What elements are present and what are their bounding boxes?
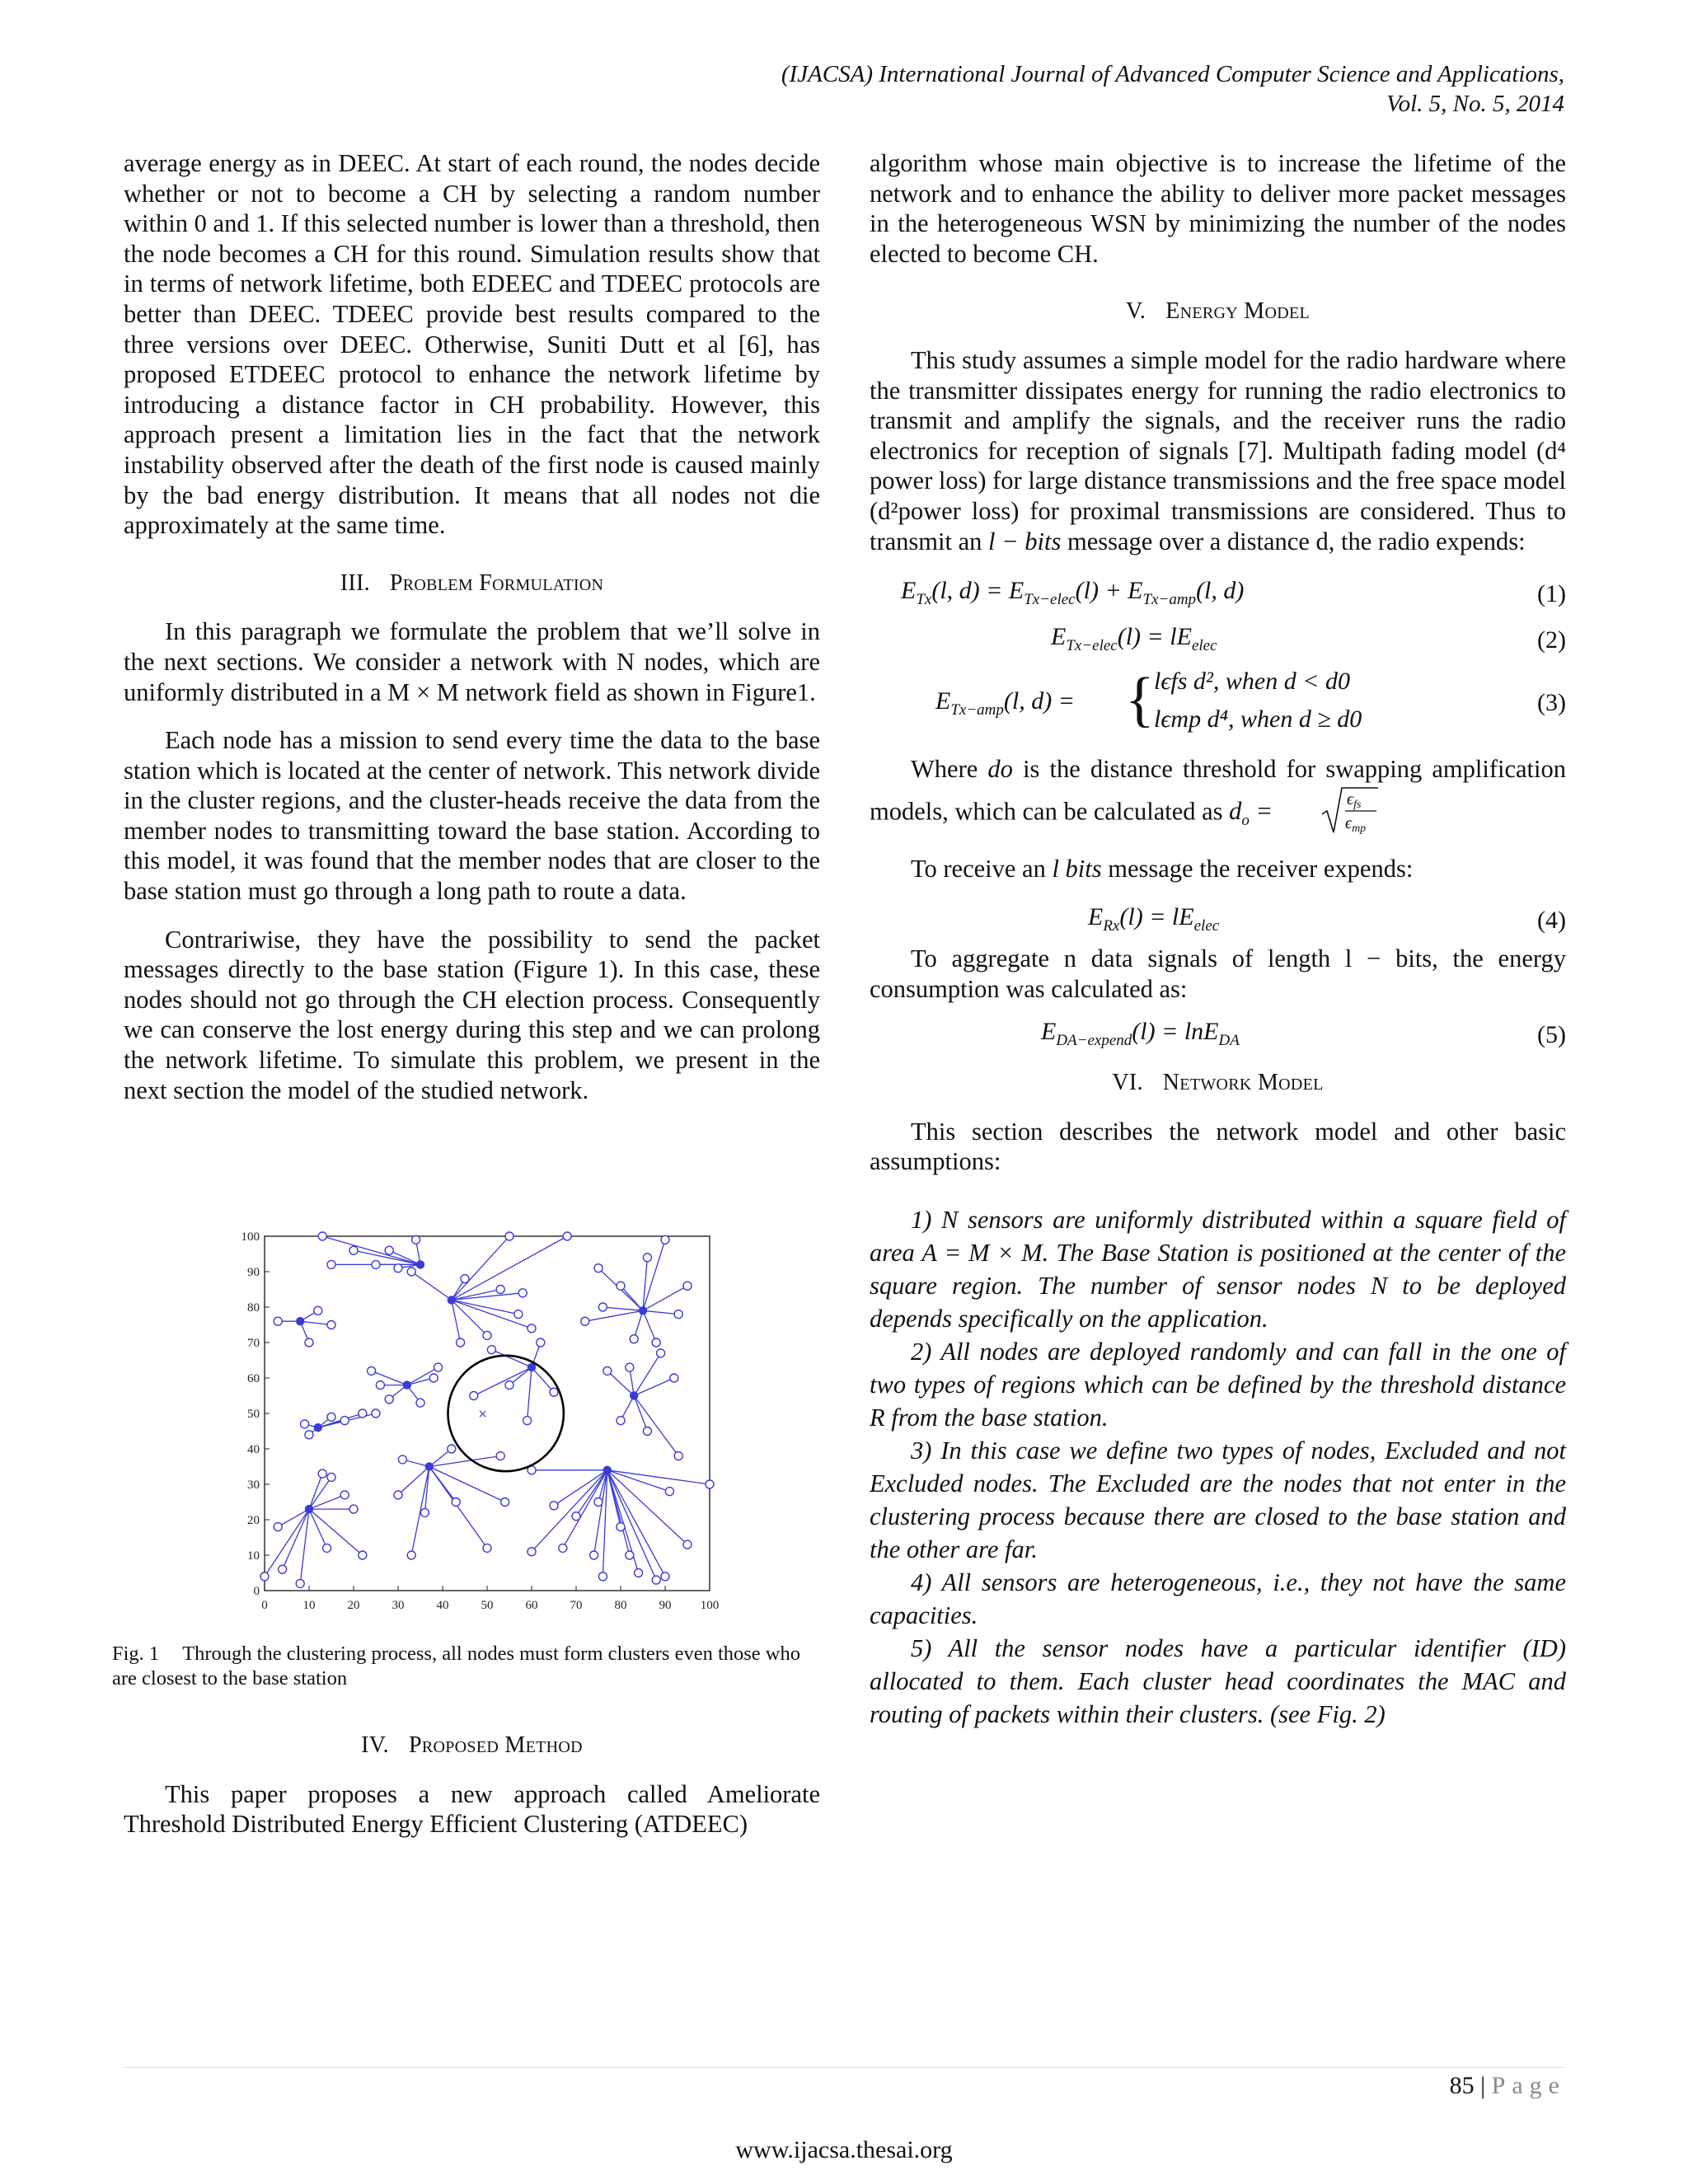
sensor-node [617, 1523, 625, 1531]
p2-d4: d⁴ [1545, 436, 1566, 465]
sensor-node [496, 1286, 504, 1294]
sensor-node [372, 1260, 380, 1268]
sensor-node [407, 1551, 415, 1559]
sensor-node [518, 1289, 527, 1297]
section-4-title: Proposed Method [408, 1732, 583, 1758]
sensor-node [305, 1431, 313, 1439]
sensor-node [598, 1303, 607, 1311]
y-tick-label: 70 [247, 1337, 260, 1350]
sensor-node [550, 1388, 558, 1396]
y-tick-label: 40 [247, 1443, 260, 1456]
cluster-link [309, 1509, 363, 1555]
sensor-node [572, 1512, 580, 1521]
sensor-node [665, 1488, 673, 1496]
footer-url: www.ijacsa.thesai.org [735, 2136, 953, 2163]
cluster-head [631, 1392, 638, 1399]
y-tick-label: 10 [247, 1549, 260, 1563]
where-label: Where [911, 755, 978, 784]
figure-1-caption-text: Through the clustering process, all nodes must form clusters even those who are closest to the base station [112, 1643, 800, 1690]
sensor-node [603, 1366, 612, 1375]
cluster-link [429, 1467, 487, 1549]
equation-3-case-1: lϵfs d², when d < d0 [1154, 668, 1350, 696]
section-5-title: Energy Model [1165, 298, 1311, 325]
cluster-head [528, 1364, 536, 1371]
section-3-title: Problem Formulation [389, 569, 604, 596]
cluster-link [634, 1396, 647, 1432]
sensor-node [340, 1417, 349, 1425]
cluster-link [411, 1272, 452, 1300]
sensor-node [301, 1420, 309, 1428]
y-tick-label: 0 [253, 1585, 260, 1598]
assumption-1: 1) N sensors are uniformly distributed within a square field of area A = M × M. The Base Station is positioned at the center of the square region. The number of sensor nodes N to be deployed depends specifically on the application. [870, 1205, 1566, 1333]
sensor-node [274, 1523, 282, 1531]
section-heading-6 [870, 1068, 1566, 1099]
sensor-node [652, 1576, 660, 1584]
section-heading-3 [124, 569, 820, 599]
sensor-node [594, 1264, 603, 1272]
equation-5: $E_{DA-expend}(l) = \ln E_{DA}$ (5) [1041, 1018, 1566, 1050]
y-tick-label: 60 [247, 1372, 260, 1385]
sensor-node [626, 1551, 634, 1559]
cluster-head [403, 1381, 410, 1389]
sensor-node [327, 1473, 335, 1481]
cluster-head [425, 1463, 433, 1470]
section-heading-5 [870, 297, 1566, 327]
sqrt-ratio [1279, 785, 1378, 843]
x-tick-label: 50 [481, 1599, 494, 1612]
left-paragraph-5: This paper proposes a new approach called Ameliorate Threshold Distributed Energy Efficient Clustering (ATDEEC) [124, 1779, 820, 1839]
sensor-node [340, 1491, 349, 1499]
sensor-node [483, 1331, 491, 1339]
sensor-node [457, 1338, 465, 1347]
cluster-link [452, 1300, 487, 1335]
sensor-node [407, 1268, 415, 1276]
right-paragraph-where: Where do is the distance threshold for swapping amplification models, which can be calculated as $d_o$ = $\epsilon_{fs}$ $\epsilon_{mp}$ [870, 754, 1566, 842]
p2-part-b: power loss) for large distance transmissions and the free space model ( [870, 466, 1566, 525]
assumption-4: 4) All sensors are heterogeneous, i.e., they not have the same capacities. [870, 1568, 1566, 1629]
sensor-node [323, 1544, 331, 1552]
sensor-node [505, 1232, 513, 1240]
left-paragraph-3: Each node has a mission to send every time the data to the base station which is located at the center of network. This network divide in the cluster regions, and the cluster-heads receive the data from the member nodes to transmitting toward the base station. According to this model, it was found that the member nodes that are closer to the base station must go through a long path to route a data. [124, 726, 820, 906]
x-tick-label: 20 [347, 1599, 360, 1612]
section-3-number: III. [340, 569, 370, 596]
sensor-node [420, 1508, 429, 1516]
sensor-node [483, 1544, 491, 1552]
sensor-node [385, 1395, 393, 1404]
equation-3-case-2: lϵmp d⁴, when d ≥ d0 [1154, 705, 1362, 733]
figure-1-label: Fig. 1 [112, 1643, 160, 1665]
cluster-link [532, 1367, 554, 1392]
equation-2-number: (2) [1537, 626, 1566, 654]
assumption-3: 3) In this case we define two types of nodes, Excluded and not Excluded nodes. The Excluded are the nodes that not enter in the clustering process because there are closed to the base station and the other are far. [870, 1436, 1566, 1563]
right-paragraph-1: algorithm whose main objective is to increase the lifetime of the network and to enhance the ability to deliver more packet messages in the heterogeneous WSN by minimizing the number of the nodes elected to become CH. [870, 149, 1566, 268]
sensor-node [318, 1469, 326, 1478]
left-paragraph-2: In this paragraph we formulate the problem that we’ll solve in the next sections. We consider a network with N nodes, which are uniformly distributed in a M × M network field as shown in Figure1. [124, 617, 820, 706]
sensor-node [661, 1572, 669, 1581]
x-tick-label: 0 [261, 1599, 268, 1612]
cluster-link [607, 1470, 710, 1484]
cluster-link [603, 1307, 643, 1310]
journal-header [781, 59, 1564, 119]
cluster-link [643, 1310, 656, 1343]
section-6-number: VI. [1112, 1070, 1143, 1096]
sensor-node [412, 1235, 420, 1244]
right-paragraph-receive [870, 854, 1566, 884]
sensor-node [448, 1445, 456, 1453]
right-paragraph-3: This section describes the network model and other basic assumptions: [870, 1117, 1566, 1176]
sensor-node [643, 1427, 651, 1436]
x-tick-label: 70 [570, 1599, 583, 1612]
sensor-node [398, 1455, 406, 1464]
sensor-node [385, 1246, 393, 1254]
sensor-node [416, 1399, 424, 1407]
cluster-link [424, 1467, 429, 1513]
section-5-number: V. [1125, 298, 1146, 325]
sensor-node [523, 1417, 532, 1425]
equation-1-number: (1) [1537, 580, 1566, 608]
cluster-link [474, 1367, 532, 1395]
sensor-node [617, 1282, 625, 1290]
sensor-node [359, 1409, 367, 1418]
cluster-head [417, 1261, 424, 1268]
x-tick-label: 10 [302, 1599, 316, 1612]
sensor-node [706, 1480, 714, 1488]
sensor-node [327, 1413, 335, 1421]
equation-1: $E_{Tx}(l$, $d) = E_{Tx-elec}(l) + E_{Tx-amp}(l$, d) (1) [901, 577, 1566, 609]
assumption-5: 5) All the sensor nodes have a particular identifier (ID) allocated to them. Each cluster head coordinates the MAC and routing of packets within their clusters. (see Fig. 2) [870, 1633, 1566, 1728]
sensor-node [376, 1381, 384, 1390]
sensor-node [368, 1366, 376, 1375]
x-tick-label: 40 [436, 1599, 449, 1612]
sensor-node [452, 1498, 460, 1507]
sensor-node [501, 1498, 509, 1507]
sensor-node [296, 1579, 304, 1587]
sensor-node [537, 1338, 545, 1347]
sensor-node [394, 1264, 402, 1272]
cluster-link [607, 1470, 687, 1544]
x-tick-label: 100 [700, 1599, 720, 1612]
left-column-bottom [124, 1731, 820, 1840]
sensor-node [429, 1374, 438, 1382]
sensor-node [683, 1540, 692, 1549]
cluster-link [309, 1509, 327, 1548]
equation-4-number: (4) [1537, 906, 1566, 934]
page-number: 85 | Page [1449, 2072, 1566, 2099]
section-heading-4 [124, 1731, 820, 1761]
sensor-node [657, 1349, 665, 1357]
cluster-link [300, 1321, 331, 1324]
x-tick-label: 80 [614, 1599, 627, 1612]
sensor-node [349, 1505, 358, 1513]
sensor-node [274, 1317, 282, 1325]
sensor-node [327, 1260, 335, 1268]
svg-text:ϵfs: $\epsilon_{fs}$ [1346, 790, 1362, 811]
p2-part-c: power loss) for proximal transmissions are considered. Thus to transmit an [870, 496, 1566, 555]
sensor-node [514, 1310, 523, 1319]
cluster-link [278, 1509, 309, 1527]
cluster-link [643, 1310, 678, 1314]
sensor-node [394, 1491, 402, 1499]
equation-3: $E_{Tx-amp}(l$, d) = { lϵfs d², when d < d0 lϵmp d⁴, when d ≥ d0 (3) [935, 666, 1566, 734]
section-6-title: Network Model [1162, 1070, 1324, 1096]
base-station-range-circle [448, 1356, 563, 1471]
right-paragraph-2 [870, 345, 1566, 556]
cluster-link [452, 1236, 567, 1300]
equation-3-number: (3) [1537, 689, 1566, 717]
header-journal-name: (IJACSA) International Journal of Advanced Computer Science and Applications, [781, 61, 1564, 87]
where-text: is the distance threshold for swapping amplification models, which can be calculated as [870, 755, 1566, 826]
sensor-node [496, 1452, 504, 1460]
cluster-head [448, 1296, 455, 1304]
sensor-node [434, 1363, 443, 1371]
header-volume: Vol. 5, No. 5, 2014 [1386, 91, 1564, 117]
equation-4: $E_{Rx}(l) = lE_{elec}$ (4) [1088, 902, 1566, 935]
sensor-node [661, 1235, 669, 1244]
sensor-node [318, 1232, 326, 1240]
sensor-node [461, 1275, 469, 1283]
sensor-node [505, 1381, 513, 1390]
sensor-node [279, 1565, 287, 1573]
sensor-node [528, 1324, 536, 1333]
x-tick-label: 90 [659, 1599, 672, 1612]
sensor-node [559, 1544, 567, 1552]
sensor-node [590, 1551, 598, 1559]
cluster-link [309, 1474, 322, 1509]
sensor-node [683, 1282, 692, 1290]
receive-lbits: l bits [1052, 855, 1102, 883]
sensor-node [327, 1321, 335, 1329]
right-column [870, 148, 1566, 1731]
cluster-link [322, 1236, 420, 1264]
assumption-2: 2) All nodes are deployed randomly and can fall in the one of two types of regions which can be defined by the threshold distance R from the base station. [870, 1337, 1566, 1432]
sensor-node [674, 1452, 682, 1460]
cluster-head [314, 1424, 321, 1432]
cluster-link [585, 1310, 643, 1321]
sensor-node [528, 1548, 536, 1556]
sensor-node [470, 1392, 478, 1400]
sensor-node [674, 1310, 682, 1319]
where-do: do [987, 755, 1013, 784]
sensor-node [635, 1569, 643, 1577]
p2-lbits: l − bits [988, 527, 1062, 555]
figure-1-caption [112, 1642, 821, 1691]
cluster-link [607, 1470, 656, 1580]
receive-part-b: message the receiver expends: [1101, 855, 1414, 883]
sensor-node [581, 1317, 589, 1325]
equation-5-number: (5) [1537, 1021, 1566, 1049]
y-tick-label: 90 [247, 1266, 260, 1279]
left-paragraph-1: average energy as in DEEC. At start of each round, the nodes decide whether or not to become a CH by selecting a random number within 0 and 1. If this selected number is lower than a threshold, then the node becomes a CH for this round. Simulation results show that in terms of network lifetime, both EDEEC and TDEEC protocols are better than DEEC. TDEEC provide best results compared to the three versions over DEEC. Otherwise, Suniti Dutt et al [6], has proposed ETDEEC protocol to enhance the network lifetime by introducing a distance factor in CH probability. However, this approach present a limitation lies in the fact that the network instability observed after the death of the first node is caused mainly by the bad energy distribution. It means that all nodes not die approximately at the same time. [124, 149, 820, 540]
cluster-head [306, 1506, 313, 1513]
sensor-node [617, 1417, 625, 1425]
sensor-node [594, 1498, 603, 1507]
sensor-node [314, 1306, 322, 1315]
x-tick-label: 60 [525, 1599, 538, 1612]
x-tick-label: 30 [392, 1599, 405, 1612]
p2-d2: d² [878, 496, 898, 525]
cluster-head [640, 1307, 647, 1315]
sensor-node [563, 1232, 571, 1240]
y-tick-label: 50 [247, 1408, 260, 1421]
sensor-node [372, 1409, 380, 1418]
cluster-link [563, 1470, 607, 1549]
sensor-node [487, 1346, 495, 1354]
sensor-node [670, 1374, 678, 1382]
receive-part-a: To receive an [911, 855, 1053, 883]
y-tick-label: 100 [241, 1230, 260, 1244]
sqrt-symbol [1320, 785, 1378, 836]
figure-1 [236, 1226, 730, 1622]
left-column [124, 148, 820, 1105]
figure-1-plot [236, 1226, 730, 1622]
sensor-node [630, 1335, 638, 1343]
sensor-node [626, 1363, 634, 1371]
right-paragraph-aggregate: To aggregate n data signals of length l − bits, the energy consumption was calculated as: [870, 944, 1566, 1003]
cluster-head [297, 1318, 304, 1325]
p2-part-d: message over a distance d, the radio expends: [1061, 527, 1526, 555]
sensor-node [643, 1254, 651, 1262]
cluster-link [607, 1371, 634, 1395]
footer-rule [124, 2067, 1564, 2068]
cluster-link [576, 1470, 607, 1516]
sensor-node [349, 1246, 358, 1254]
section-4-number: IV. [361, 1732, 389, 1758]
cluster-link [634, 1396, 678, 1456]
sensor-node [652, 1338, 660, 1347]
sensor-node [550, 1502, 558, 1510]
y-tick-label: 20 [247, 1514, 260, 1527]
cluster-link [607, 1470, 665, 1577]
cluster-link [452, 1290, 500, 1301]
y-tick-label: 30 [247, 1479, 260, 1492]
y-tick-label: 80 [247, 1301, 260, 1315]
base-station-marker: × [477, 1408, 488, 1421]
svg-text:ϵmp: $\epsilon_{mp}$ [1344, 813, 1366, 835]
cluster-link [528, 1367, 532, 1421]
cluster-link [452, 1300, 461, 1343]
sensor-node [305, 1338, 313, 1347]
sensor-node [598, 1572, 607, 1581]
sensor-node [359, 1551, 367, 1559]
sensor-node [260, 1572, 269, 1581]
cluster-head [603, 1466, 611, 1474]
cluster-link [429, 1467, 505, 1502]
cluster-link [389, 1250, 420, 1264]
left-paragraph-4: Contrariwise, they have the possibility to send the packet messages directly to the base station (Figure 1). In this case, these nodes should not go through the CH election process. Consequently we can conserve the lost energy during this step and we can prolong the network lifetime. To simulate this problem, we present in the next section the model of the studied network. [124, 925, 820, 1104]
p2-part-a: This study assumes a simple model for the radio hardware where the transmitter dissipates energy for running the radio electronics to transmit and amplify the signals, and the receiver runs the radio electronics for reception of signals [7]. Multipath fading model ( [870, 345, 1566, 465]
equation-2: $E_{Tx-elec}(l) = lE_{elec}$ (2) [1051, 623, 1566, 655]
cluster-link [607, 1470, 639, 1573]
